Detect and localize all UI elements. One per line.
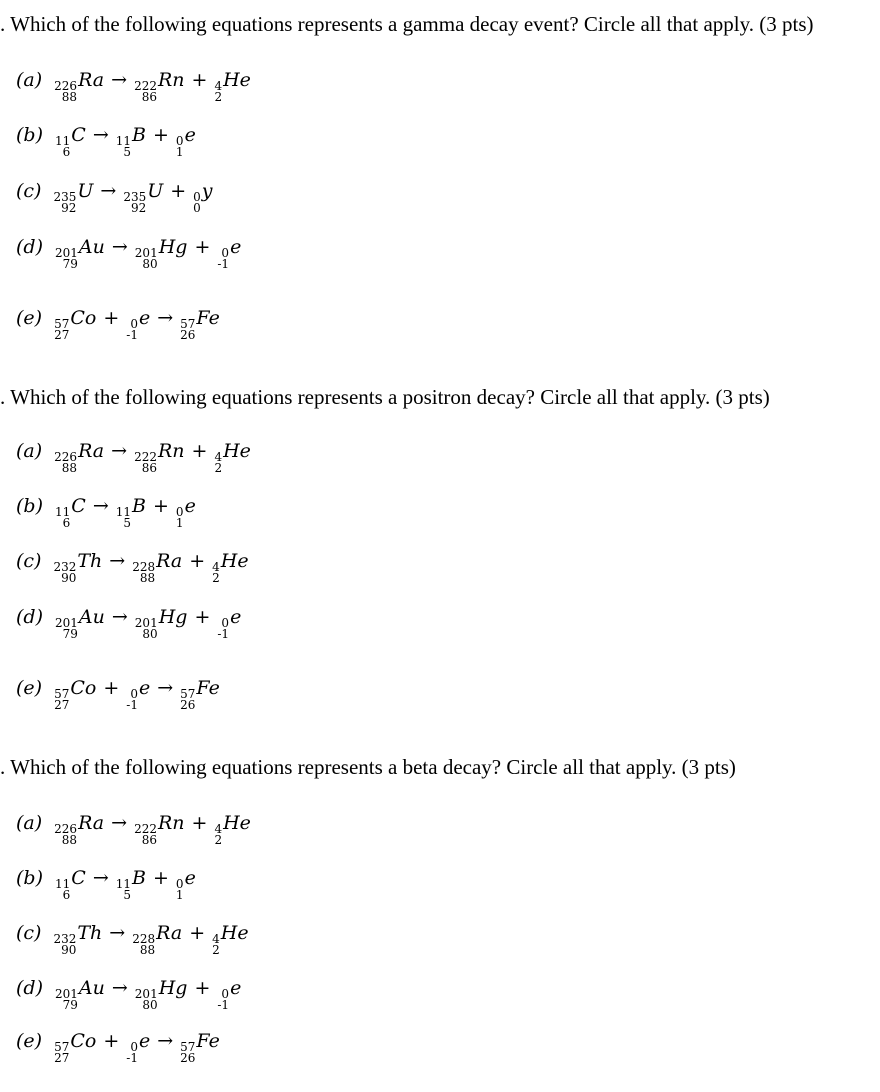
option-label: (d) xyxy=(16,606,43,628)
nuclide xyxy=(135,976,188,1011)
nuclide xyxy=(54,306,96,341)
nuclide-indices xyxy=(53,192,76,214)
option-label: (c) xyxy=(16,922,42,944)
element-symbol: Co xyxy=(70,307,97,329)
equation-option xyxy=(16,68,251,103)
nuclide-indices xyxy=(193,192,201,214)
atomic-number: -1 xyxy=(217,257,230,271)
atomic-number: 88 xyxy=(61,90,78,104)
mass-number: 201 xyxy=(55,987,78,1001)
mass-number: 0 xyxy=(221,246,230,260)
mass-number: 201 xyxy=(134,246,158,260)
nuclide-indices xyxy=(217,618,229,640)
atomic-number: 26 xyxy=(180,698,196,712)
nuclide-indices xyxy=(212,934,220,956)
nuclide xyxy=(193,179,212,214)
element-symbol: B xyxy=(132,495,146,517)
reaction-arrow: → xyxy=(92,495,109,517)
nuclide-indices xyxy=(53,562,76,584)
nuclide xyxy=(55,866,86,901)
nuclide xyxy=(54,68,104,103)
nuclide-indices xyxy=(55,248,78,270)
mass-number: 4 xyxy=(212,932,220,946)
nuclide-indices xyxy=(54,319,69,341)
nuclide xyxy=(132,549,182,584)
mass-number: 0 xyxy=(175,134,184,148)
mass-number: 226 xyxy=(54,450,78,464)
plus-sign: + xyxy=(170,180,187,202)
atomic-number: 88 xyxy=(139,571,156,585)
plus-sign: + xyxy=(189,550,206,572)
option-label: (d) xyxy=(16,236,43,258)
option-label: (e) xyxy=(16,307,43,329)
nuclide-indices xyxy=(132,562,155,584)
nuclide-indices xyxy=(135,618,158,640)
equation-option xyxy=(16,549,249,584)
element-symbol: Ra xyxy=(156,550,183,572)
atomic-number: 1 xyxy=(175,516,184,530)
nuclide xyxy=(135,235,188,270)
element-symbol: Fe xyxy=(196,677,220,699)
element-symbol: Fe xyxy=(196,1030,220,1052)
element-symbol: e xyxy=(230,236,242,258)
equation-option xyxy=(16,676,220,711)
atomic-number: 2 xyxy=(214,461,223,475)
option-label: (e) xyxy=(16,1030,43,1052)
atomic-number: 92 xyxy=(61,201,77,215)
nuclide xyxy=(116,494,146,529)
mass-number: 57 xyxy=(54,687,70,701)
option-label: (b) xyxy=(16,124,43,146)
mass-number: 222 xyxy=(134,822,157,836)
nuclide-indices xyxy=(55,507,70,529)
nuclide-indices xyxy=(176,507,184,529)
atomic-number: 6 xyxy=(62,888,71,902)
plus-sign: + xyxy=(194,236,211,258)
nuclide-indices xyxy=(176,879,184,901)
atomic-number: 2 xyxy=(214,833,223,847)
equation-option xyxy=(16,1029,220,1064)
reaction-arrow: → xyxy=(111,812,128,834)
atomic-number: 2 xyxy=(212,943,220,957)
reaction-arrow: → xyxy=(111,440,128,462)
nuclide xyxy=(126,306,150,341)
atomic-number: 80 xyxy=(142,257,158,271)
mass-number: 0 xyxy=(193,190,201,204)
plus-sign: + xyxy=(194,606,211,628)
mass-number: 201 xyxy=(55,616,78,630)
nuclide-indices xyxy=(55,989,78,1011)
mass-number: 232 xyxy=(53,932,77,946)
atomic-number: 86 xyxy=(141,461,157,475)
element-symbol: C xyxy=(71,495,86,517)
mass-number: 232 xyxy=(53,560,77,574)
equation-option xyxy=(16,439,251,474)
mass-number: 11 xyxy=(115,505,132,519)
equation-option xyxy=(16,921,249,956)
element-symbol: Au xyxy=(78,236,105,258)
option-label: (d) xyxy=(16,977,43,999)
equation-option xyxy=(16,179,213,214)
option-label: (c) xyxy=(16,550,42,572)
plus-sign: + xyxy=(194,977,211,999)
mass-number: 0 xyxy=(130,1040,138,1054)
nuclide xyxy=(214,439,250,474)
option-label: (b) xyxy=(16,867,43,889)
atomic-number: 86 xyxy=(141,833,157,847)
nuclide xyxy=(53,549,102,584)
mass-number: 201 xyxy=(134,987,158,1001)
element-symbol: U xyxy=(77,180,94,202)
nuclide-indices xyxy=(214,81,222,103)
option-label: (e) xyxy=(16,677,43,699)
nuclide xyxy=(180,306,220,341)
element-symbol: Rn xyxy=(157,812,185,834)
mass-number: 228 xyxy=(132,932,156,946)
equation-option xyxy=(16,976,241,1011)
nuclide-indices xyxy=(214,452,222,474)
element-symbol: Co xyxy=(70,677,97,699)
atomic-number: 26 xyxy=(180,328,196,342)
reaction-arrow: → xyxy=(111,236,128,258)
atomic-number: 27 xyxy=(54,698,70,712)
element-symbol: e xyxy=(184,124,196,146)
plus-sign: + xyxy=(153,867,169,889)
atomic-number: 27 xyxy=(54,1051,70,1065)
question-prompt: . Which of the following equations represents a gamma decay event? Circle all that apply. (3 pts) xyxy=(0,12,814,36)
question-prompt: . Which of the following equations represents a positron decay? Circle all that apply. (3 pts) xyxy=(0,385,770,409)
nuclide xyxy=(54,439,104,474)
nuclide xyxy=(180,676,220,711)
atomic-number: -1 xyxy=(126,1051,138,1065)
reaction-arrow: → xyxy=(92,124,109,146)
mass-number: 235 xyxy=(123,190,147,204)
nuclide-indices xyxy=(116,136,131,158)
nuclide-indices xyxy=(54,824,77,846)
nuclide xyxy=(134,68,184,103)
nuclide-indices xyxy=(180,1042,195,1064)
mass-number: 11 xyxy=(55,505,71,519)
atomic-number: 80 xyxy=(142,998,158,1012)
plus-sign: + xyxy=(153,495,169,517)
reaction-arrow: → xyxy=(109,550,126,572)
nuclide xyxy=(176,866,196,901)
nuclide xyxy=(180,1029,220,1064)
nuclide xyxy=(132,921,182,956)
reaction-arrow: → xyxy=(157,677,174,699)
nuclide xyxy=(123,179,163,214)
plus-sign: + xyxy=(103,307,120,329)
element-symbol: B xyxy=(132,867,146,889)
nuclide-indices xyxy=(176,136,184,158)
atomic-number: 0 xyxy=(193,201,201,215)
atomic-number: 2 xyxy=(214,90,223,104)
plus-sign: + xyxy=(191,69,208,91)
nuclide xyxy=(55,605,105,640)
atomic-number: 90 xyxy=(61,943,77,957)
nuclide-indices xyxy=(135,989,158,1011)
nuclide-indices xyxy=(55,618,78,640)
nuclide-indices xyxy=(126,319,138,341)
atomic-number: 88 xyxy=(61,833,78,847)
nuclide xyxy=(212,549,248,584)
element-symbol: e xyxy=(138,307,151,329)
element-symbol: He xyxy=(223,440,251,462)
atomic-number: 27 xyxy=(54,328,70,342)
mass-number: 222 xyxy=(134,450,157,464)
element-symbol: e xyxy=(184,867,196,889)
nuclide xyxy=(116,866,146,901)
mass-number: 201 xyxy=(55,246,78,260)
option-label: (c) xyxy=(16,180,42,202)
nuclide-indices xyxy=(180,319,195,341)
atomic-number: 86 xyxy=(141,90,157,104)
mass-number: 57 xyxy=(180,1040,196,1054)
nuclide xyxy=(55,976,105,1011)
atomic-number: 2 xyxy=(212,571,220,585)
element-symbol: Ra xyxy=(78,812,105,834)
element-symbol: Rn xyxy=(157,69,185,91)
nuclide xyxy=(54,811,104,846)
atomic-number: 79 xyxy=(62,998,78,1012)
mass-number: 222 xyxy=(134,79,157,93)
nuclide xyxy=(217,235,241,270)
plus-sign: + xyxy=(103,1030,120,1052)
nuclide-indices xyxy=(132,934,155,956)
equation-option xyxy=(16,811,251,846)
nuclide xyxy=(134,439,184,474)
nuclide-indices xyxy=(134,824,157,846)
element-symbol: B xyxy=(132,124,146,146)
nuclide-indices xyxy=(135,248,158,270)
element-symbol: e xyxy=(138,1030,151,1052)
nuclide xyxy=(55,494,86,529)
nuclide-indices xyxy=(54,81,77,103)
nuclide xyxy=(217,605,241,640)
element-symbol: e xyxy=(184,495,196,517)
nuclide-indices xyxy=(54,1042,69,1064)
mass-number: 228 xyxy=(132,560,156,574)
atomic-number: 1 xyxy=(175,145,184,159)
nuclide-indices xyxy=(214,824,222,846)
mass-number: 4 xyxy=(214,79,223,93)
mass-number: 57 xyxy=(54,317,70,331)
reaction-arrow: → xyxy=(157,1030,174,1052)
nuclide xyxy=(53,921,102,956)
reaction-arrow: → xyxy=(157,307,174,329)
nuclide-indices xyxy=(53,934,76,956)
element-symbol: Ra xyxy=(78,440,105,462)
mass-number: 0 xyxy=(175,877,184,891)
element-symbol: Ra xyxy=(78,69,105,91)
atomic-number: 80 xyxy=(142,627,158,641)
atomic-number: -1 xyxy=(126,328,138,342)
reaction-arrow: → xyxy=(100,180,117,202)
element-symbol: Ra xyxy=(156,922,183,944)
nuclide xyxy=(116,123,146,158)
atomic-number: 6 xyxy=(62,516,71,530)
nuclide xyxy=(212,921,248,956)
mass-number: 11 xyxy=(55,134,71,148)
element-symbol: U xyxy=(147,180,164,202)
atomic-number: 79 xyxy=(62,627,78,641)
nuclide-indices xyxy=(134,81,157,103)
plus-sign: + xyxy=(191,812,208,834)
nuclide xyxy=(55,235,105,270)
element-symbol: C xyxy=(71,124,86,146)
nuclide xyxy=(126,676,150,711)
element-symbol: Co xyxy=(70,1030,97,1052)
atomic-number: 5 xyxy=(123,145,132,159)
nuclide-indices xyxy=(217,989,229,1011)
element-symbol: Rn xyxy=(157,440,185,462)
atomic-number: 5 xyxy=(123,516,132,530)
element-symbol: e xyxy=(138,677,151,699)
element-symbol: He xyxy=(223,69,251,91)
nuclide-indices xyxy=(116,879,131,901)
element-symbol: He xyxy=(220,922,249,944)
mass-number: 4 xyxy=(214,450,223,464)
element-symbol: Au xyxy=(78,977,105,999)
mass-number: 4 xyxy=(212,560,220,574)
question-prompt: . Which of the following equations represents a beta decay? Circle all that apply. (3 pts) xyxy=(0,755,736,779)
nuclide-indices xyxy=(126,1042,138,1064)
nuclide-indices xyxy=(123,192,146,214)
element-symbol: He xyxy=(220,550,249,572)
plus-sign: + xyxy=(103,677,120,699)
atomic-number: 90 xyxy=(61,571,77,585)
mass-number: 0 xyxy=(221,616,230,630)
element-symbol: Au xyxy=(78,606,105,628)
element-symbol: Th xyxy=(77,550,103,572)
nuclide xyxy=(176,123,196,158)
equation-option xyxy=(16,306,220,341)
mass-number: 201 xyxy=(134,616,158,630)
element-symbol: Hg xyxy=(158,606,188,628)
mass-number: 226 xyxy=(54,79,78,93)
mass-number: 57 xyxy=(180,687,196,701)
nuclide xyxy=(134,811,184,846)
mass-number: 0 xyxy=(221,987,230,1001)
equation-option xyxy=(16,494,196,529)
nuclide xyxy=(176,494,196,529)
reaction-arrow: → xyxy=(92,867,109,889)
element-symbol: C xyxy=(71,867,86,889)
atomic-number: 26 xyxy=(180,1051,196,1065)
nuclide-indices xyxy=(54,452,77,474)
atomic-number: -1 xyxy=(217,627,230,641)
mass-number: 11 xyxy=(115,134,132,148)
mass-number: 235 xyxy=(53,190,77,204)
atomic-number: 1 xyxy=(175,888,184,902)
plus-sign: + xyxy=(153,124,169,146)
mass-number: 57 xyxy=(54,1040,70,1054)
equation-option xyxy=(16,123,196,158)
equation-option xyxy=(16,605,241,640)
equation-option xyxy=(16,866,196,901)
mass-number: 11 xyxy=(115,877,132,891)
atomic-number: -1 xyxy=(126,698,138,712)
atomic-number: 88 xyxy=(139,943,156,957)
element-symbol: Hg xyxy=(158,977,188,999)
atomic-number: 5 xyxy=(123,888,132,902)
reaction-arrow: → xyxy=(111,69,128,91)
nuclide xyxy=(54,676,96,711)
mass-number: 0 xyxy=(175,505,184,519)
option-label: (a) xyxy=(16,812,43,834)
mass-number: 0 xyxy=(130,687,138,701)
option-label: (b) xyxy=(16,495,43,517)
plus-sign: + xyxy=(191,440,208,462)
element-symbol: e xyxy=(230,977,242,999)
nuclide xyxy=(54,1029,96,1064)
element-symbol: Fe xyxy=(196,307,220,329)
nuclide-indices xyxy=(55,879,70,901)
nuclide xyxy=(214,811,250,846)
mass-number: 0 xyxy=(130,317,138,331)
reaction-arrow: → xyxy=(109,922,126,944)
element-symbol: Th xyxy=(77,922,103,944)
nuclide-indices xyxy=(54,689,69,711)
element-symbol: e xyxy=(230,606,242,628)
nuclide-indices xyxy=(217,248,229,270)
nuclide xyxy=(55,123,86,158)
mass-number: 226 xyxy=(54,822,78,836)
reaction-arrow: → xyxy=(111,606,128,628)
atomic-number: 88 xyxy=(61,461,78,475)
nuclide xyxy=(135,605,188,640)
atomic-number: 6 xyxy=(62,145,71,159)
nuclide-indices xyxy=(212,562,220,584)
nuclide-indices xyxy=(180,689,195,711)
option-label: (a) xyxy=(16,69,43,91)
atomic-number: -1 xyxy=(217,998,230,1012)
mass-number: 11 xyxy=(55,877,71,891)
equation-option xyxy=(16,235,241,270)
reaction-arrow: → xyxy=(111,977,128,999)
nuclide xyxy=(217,976,241,1011)
nuclide xyxy=(53,179,93,214)
plus-sign: + xyxy=(189,922,206,944)
nuclide-indices xyxy=(116,507,131,529)
nuclide-indices xyxy=(126,689,138,711)
mass-number: 57 xyxy=(180,317,196,331)
element-symbol: Hg xyxy=(158,236,188,258)
nuclide-indices xyxy=(55,136,70,158)
nuclide xyxy=(126,1029,150,1064)
element-symbol: He xyxy=(223,812,251,834)
nuclide xyxy=(214,68,250,103)
atomic-number: 79 xyxy=(62,257,78,271)
element-symbol: y xyxy=(201,180,213,202)
atomic-number: 92 xyxy=(130,201,147,215)
nuclide-indices xyxy=(134,452,157,474)
option-label: (a) xyxy=(16,440,43,462)
mass-number: 4 xyxy=(214,822,223,836)
